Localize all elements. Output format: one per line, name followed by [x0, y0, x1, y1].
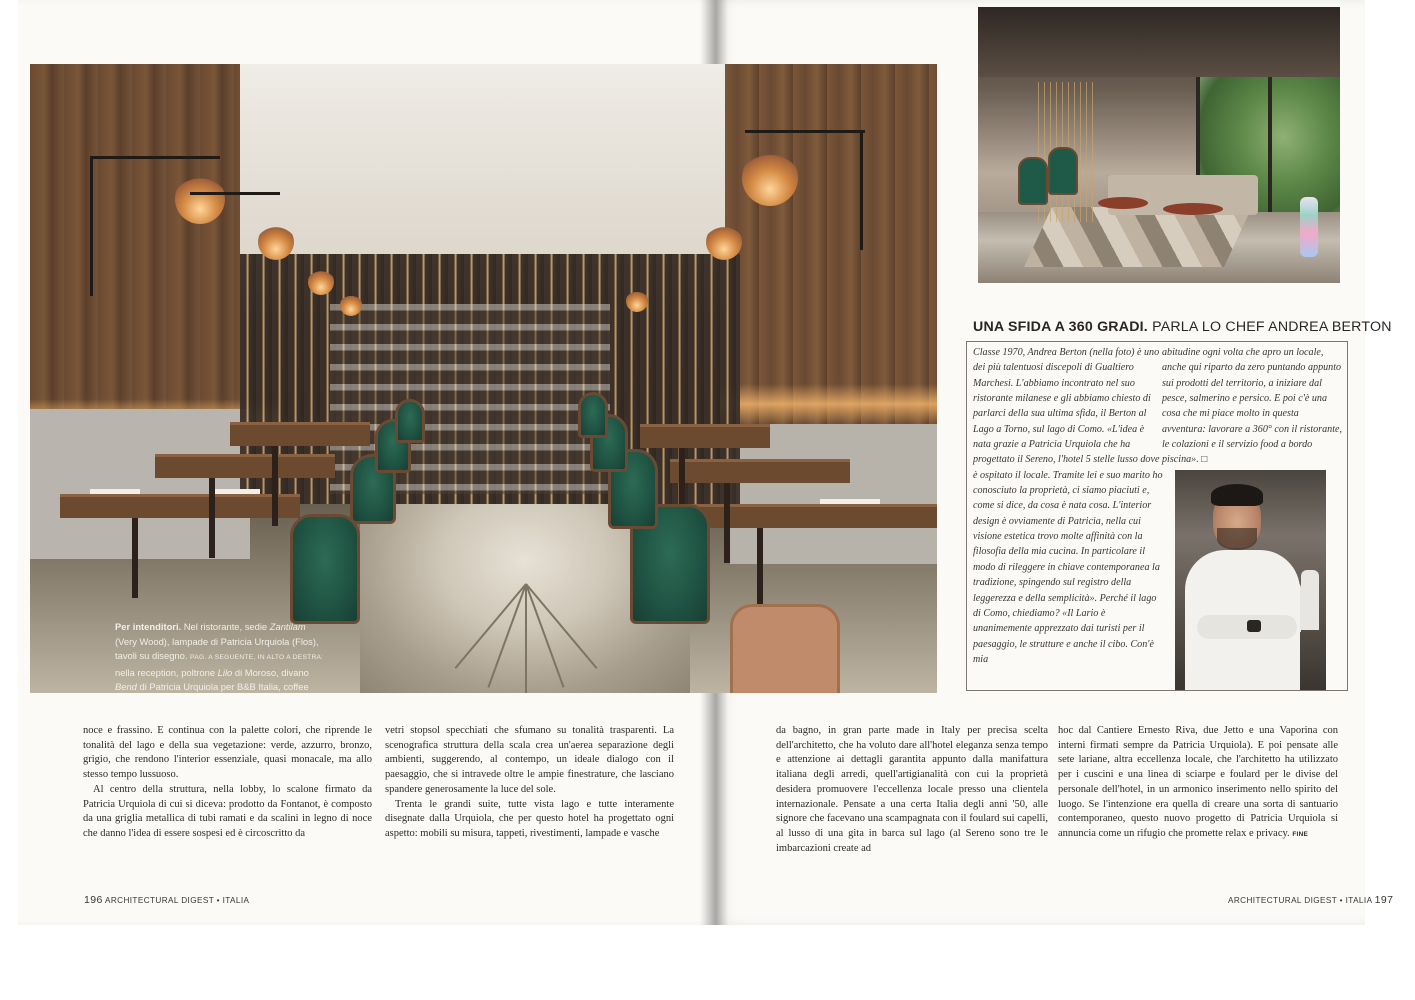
- sidebar-column-1: Classe 1970, Andrea Berton (nella foto) è uno dei più talentuosi discepoli di Gualtiero Marchesi. L'abbiamo incontrato nel suo ristorante milanese e gli abbiamo chiesto di parlarci della sua ultima sfida, il Berton al Lago a Torno, sul lago di Como. «L'idea è nata grazie a Patricia Urquiola che ha progettato il Sereno, l'hotel 5 stelle lusso dove è ospitato il locale. Tramite lei e suo marito ho conosciuto la proprietà, ci siamo piaciuti e, come si dice, da cosa è nata cosa. L'interior design è ovviamente di Patricia, nella cui visione estetica trovo molte affinità con la filosofia della mia cucina. In particolare il modo di rileggere in chiave contemporanea la tradizione, spingendo sul registro della leggerezza e della semplicità». Perché il lago di Como, chiediamo? «Il Lario è unanimemente apprezzato dai turisti per il paesaggio, le strutture e anche il cibo. Con'è mia: [973, 347, 1163, 665]
- paragraph: vetri stopsol specchiati che sfumano su tonalità trasparenti. La scenografica struttura della scala crea un'aerea separazione degli ambienti, suggerendo, al contempo, un ideale dialogo con il paesaggio, che si intravede oltre le ampie finestrature, che lasciano spandere generosamente la luce del sole.: [385, 725, 674, 795]
- article-column-4: [1058, 724, 1338, 843]
- folio-left: 196 ARCHITECTURAL DIGEST • ITALIA: [84, 894, 250, 906]
- lobby-photo: [978, 7, 1340, 283]
- restaurant-photo: [30, 64, 937, 693]
- paragraph: Trenta le grandi suite, tutte vista lago e tutte interamente disegnate dalla Urquiola, che per questo hotel ha progettato ogni aspetto: mobili su misura, tappeti, rivestimenti, lampade e vasche: [385, 798, 674, 839]
- paragraph: Al centro della struttura, nella lobby, lo scalone firmato da Patricia Urquiola di cui si diceva: prodotto da Fontanot, è composto da una griglia metallica di tubi ramati e da scalini in legno di noce che danno l'idea di essere sospesi ed è circoscritto da: [83, 783, 372, 839]
- sidebar-column-2: abitudine ogni volta che apro un locale, anche qui riparto da zero puntando appunto sui prodotti del territorio, a iniziare dal pesce, salmerino e persico. E poi c'è una cosa che mi piace molto in questa avventura: lavorare a 360° con il ristorante, le colazioni e il servizio food a bordo piscina». □: [1162, 347, 1342, 466]
- paragraph: hoc dal Cantiere Ernesto Riva, due Jetto e una Vaporina con interni firmati sempre da Patricia Urquiola). E poi pensate alle sete lariane, altra eccellenza locale, che l'architetto ha utilizzato per i cuscini e una linea di sciarpe e foulard per le divise del personale dell'hotel, in un armonico inserimento nello spirito del luogo. Se l'intenzione era quella di creare una sorta di santuario contemporaneo, questo nuovo progetto di Patricia Urquiola si annuncia come un rifugio che promette relax e privacy. FINE: [1058, 725, 1338, 839]
- folio-right: ARCHITECTURAL DIGEST • ITALIA 197: [1228, 894, 1394, 906]
- chef-portrait: [1175, 470, 1326, 690]
- sidebar-title: UNA SFIDA A 360 GRADI. PARLA LO CHEF ANDREA BERTON: [973, 319, 1392, 335]
- article-column-1: [83, 724, 372, 842]
- end-mark: FINE: [1292, 830, 1309, 838]
- article-column-3: [776, 724, 1048, 856]
- photo-caption: Per intenditori. Nel ristorante, sedie Zantilam (Very Wood), lampade di Patricia Urquiola (Flos), tavoli su disegno. PAG. A SEGUENTE, IN ALTO A DESTRA: nella reception, poltrone Lilo di Moroso, divano Bend di Patricia Urquiola per B&B Italia, coffee: [115, 621, 324, 693]
- paragraph: noce e frassino. E continua con la palette colori, che riprende le tonalità del lago e della sua vegetazione: verde, azzurro, bronzo, grigio, che rendono l'interior essenziale, quasi monacale, ma allo stesso tempo lussuoso.: [83, 725, 372, 781]
- article-column-2: [385, 724, 674, 842]
- paragraph: da bagno, in gran parte made in Italy per precisa scelta dell'architetto, che ha voluto dare all'hotel eleganza senza tempo e attenzione ai dettagli garantita appunto dalla manifattura italiana degli arredi, quell'artigianalità con cui la proprietà desidera promuovere l'eccellenza locale presso una clientela internazionale. Pensate a una certa Italia degli anni '50, alle signore che facevano una scampagnata con il foulard sui capelli, al lusso di una gita in barca sul lago (al Sereno sono tre le imbarcazioni create ad: [776, 725, 1048, 854]
